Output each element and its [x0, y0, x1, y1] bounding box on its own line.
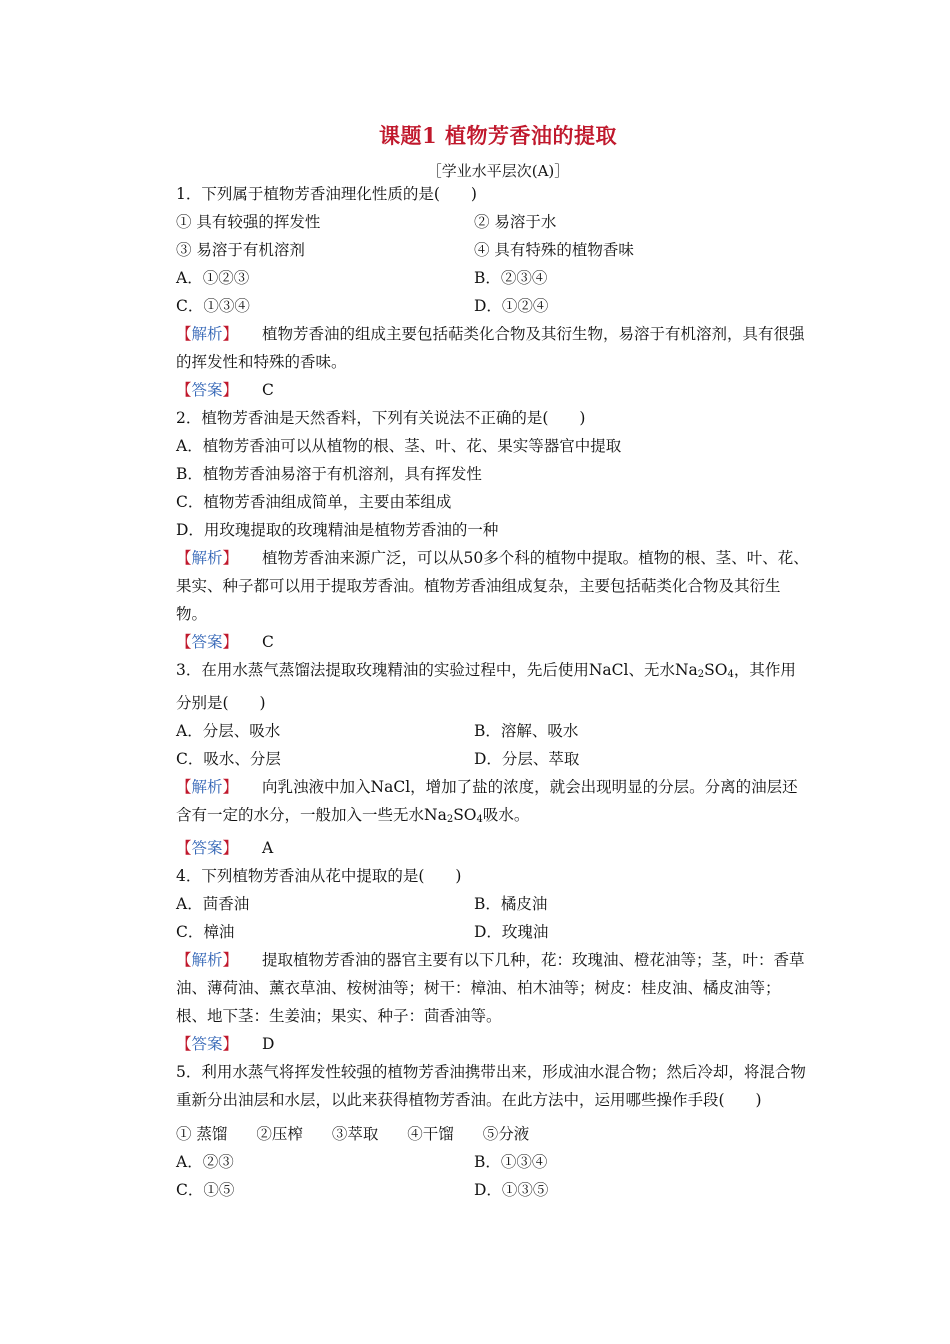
option-c: C．①③④ [176, 297, 250, 315]
option-d: D．玫瑰油 [474, 923, 549, 941]
option-a: A．分层、吸水 [176, 722, 281, 740]
question-4-options-row [145, 890, 810, 918]
option-c: C．吸水、分层 [176, 750, 281, 768]
question-1-options-row [145, 292, 810, 320]
option-a: A．①②③ [176, 269, 250, 287]
level-heading: ［学业水平层次(A)］ [426, 162, 570, 180]
question-1-stem: 1．下列属于植物芳香油理化性质的是( ) [176, 185, 477, 203]
question-4-options-row [145, 918, 810, 946]
page-title: 课题1 植物芳香油的提取 [379, 123, 617, 148]
question-2-answer: 【答案】 C [176, 633, 274, 651]
item: ③萃取 [331, 1125, 379, 1143]
item: ④ 具有特殊的植物香味 [474, 241, 634, 259]
option-c: C．①⑤ [176, 1181, 235, 1199]
question-3-options-row [145, 717, 810, 745]
option-b: B．①③④ [474, 1153, 548, 1171]
question-1-items-row [145, 236, 810, 264]
option-a: A．植物芳香油可以从植物的根、茎、叶、花、果实等器官中提取 [176, 437, 622, 455]
question-5-options-row [145, 1176, 810, 1204]
question-4-stem: 4．下列植物芳香油从花中提取的是( ) [176, 867, 462, 885]
question-1-items-row [145, 208, 810, 236]
option-b: B．植物芳香油易溶于有机溶剂，具有挥发性 [176, 465, 482, 483]
question-3-answer: 【答案】 A [176, 839, 274, 857]
question-5-items [145, 1120, 810, 1148]
item: ② 易溶于水 [474, 213, 557, 231]
answer-label: 【答案】 [176, 1035, 239, 1053]
option-c: C．植物芳香油组成简单，主要由苯组成 [176, 493, 452, 511]
question-5-options-row [145, 1148, 810, 1176]
answer-label: 【答案】 [176, 381, 239, 399]
analysis-label: 【解析】 [176, 778, 239, 796]
answer-label: 【答案】 [176, 633, 239, 651]
question-2-stem: 2．植物芳香油是天然香料，下列有关说法不正确的是( ) [176, 409, 586, 427]
option-a: A．②③ [176, 1153, 234, 1171]
item: ⑤分液 [482, 1125, 530, 1143]
question-1-analysis: 【解析】 植物芳香油的组成主要包括萜类化合物及其衍生物，易溶于有机溶剂，具有很强的挥发性和特殊的香味。 [176, 325, 805, 371]
question-4-answer: 【答案】 D [176, 1035, 275, 1053]
option-d: D．①③⑤ [474, 1181, 549, 1199]
item: ②压榨 [256, 1125, 303, 1143]
option-b: B．②③④ [474, 269, 548, 287]
option-d: D．分层、萃取 [474, 750, 580, 768]
option-d: D．①②④ [474, 297, 549, 315]
item: ④干馏 [407, 1125, 454, 1143]
analysis-label: 【解析】 [176, 549, 239, 567]
question-list [145, 180, 810, 1204]
option-b: B．橘皮油 [474, 895, 548, 913]
question-4-analysis: 【解析】 提取植物芳香油的器官主要有以下几种，花：玫瑰油、橙花油等；茎，叶：香草油、薄荷油、薰衣草油、桉树油等；树干：樟油、柏木油等；树皮：桂皮油、橘皮油等；根、地下茎：生姜油；果实、种子：茴香油等。 [176, 951, 805, 1025]
question-3-stem: 3．在用水蒸气蒸馏法提取玫瑰精油的实验过程中，先后使用NaCl、无水$Na_2SO_4$，其作用分别是( ) [176, 661, 796, 712]
option-d: D．用玫瑰提取的玫瑰精油是植物芳香油的一种 [176, 521, 499, 539]
question-2-analysis: 【解析】 植物芳香油来源广泛，可以从50多个科的植物中提取。植物的根、茎、叶、花、果实、种子都可以用于提取芳香油。植物芳香油组成复杂，主要包括萜类化合物及其衍生物。 [176, 549, 809, 623]
question-5-stem: 5．利用水蒸气将挥发性较强的植物芳香油携带出来，形成油水混合物；然后冷却，将混合物重新分出油层和水层，以此来获得植物芳香油。在此方法中，运用哪些操作手段( ) [176, 1063, 806, 1109]
question-3-analysis: 【解析】 向乳浊液中加入NaCl，增加了盐的浓度，就会出现明显的分层。分离的油层还含有一定的水分，一般加入一些无水$Na_2SO_4$吸水。 [176, 778, 798, 825]
question-1-answer: 【答案】 C [176, 381, 274, 399]
question-1-options-row [145, 264, 810, 292]
analysis-label: 【解析】 [176, 325, 239, 343]
analysis-label: 【解析】 [176, 951, 239, 969]
answer-label: 【答案】 [176, 839, 239, 857]
item: ③ 易溶于有机溶剂 [176, 241, 305, 259]
question-3-options-row [145, 745, 810, 773]
item: ① 蒸馏 [176, 1125, 228, 1143]
option-a: A．茴香油 [176, 895, 250, 913]
option-b: B．溶解、吸水 [474, 722, 579, 740]
option-c: C．樟油 [176, 923, 235, 941]
item: ① 具有较强的挥发性 [176, 213, 321, 231]
